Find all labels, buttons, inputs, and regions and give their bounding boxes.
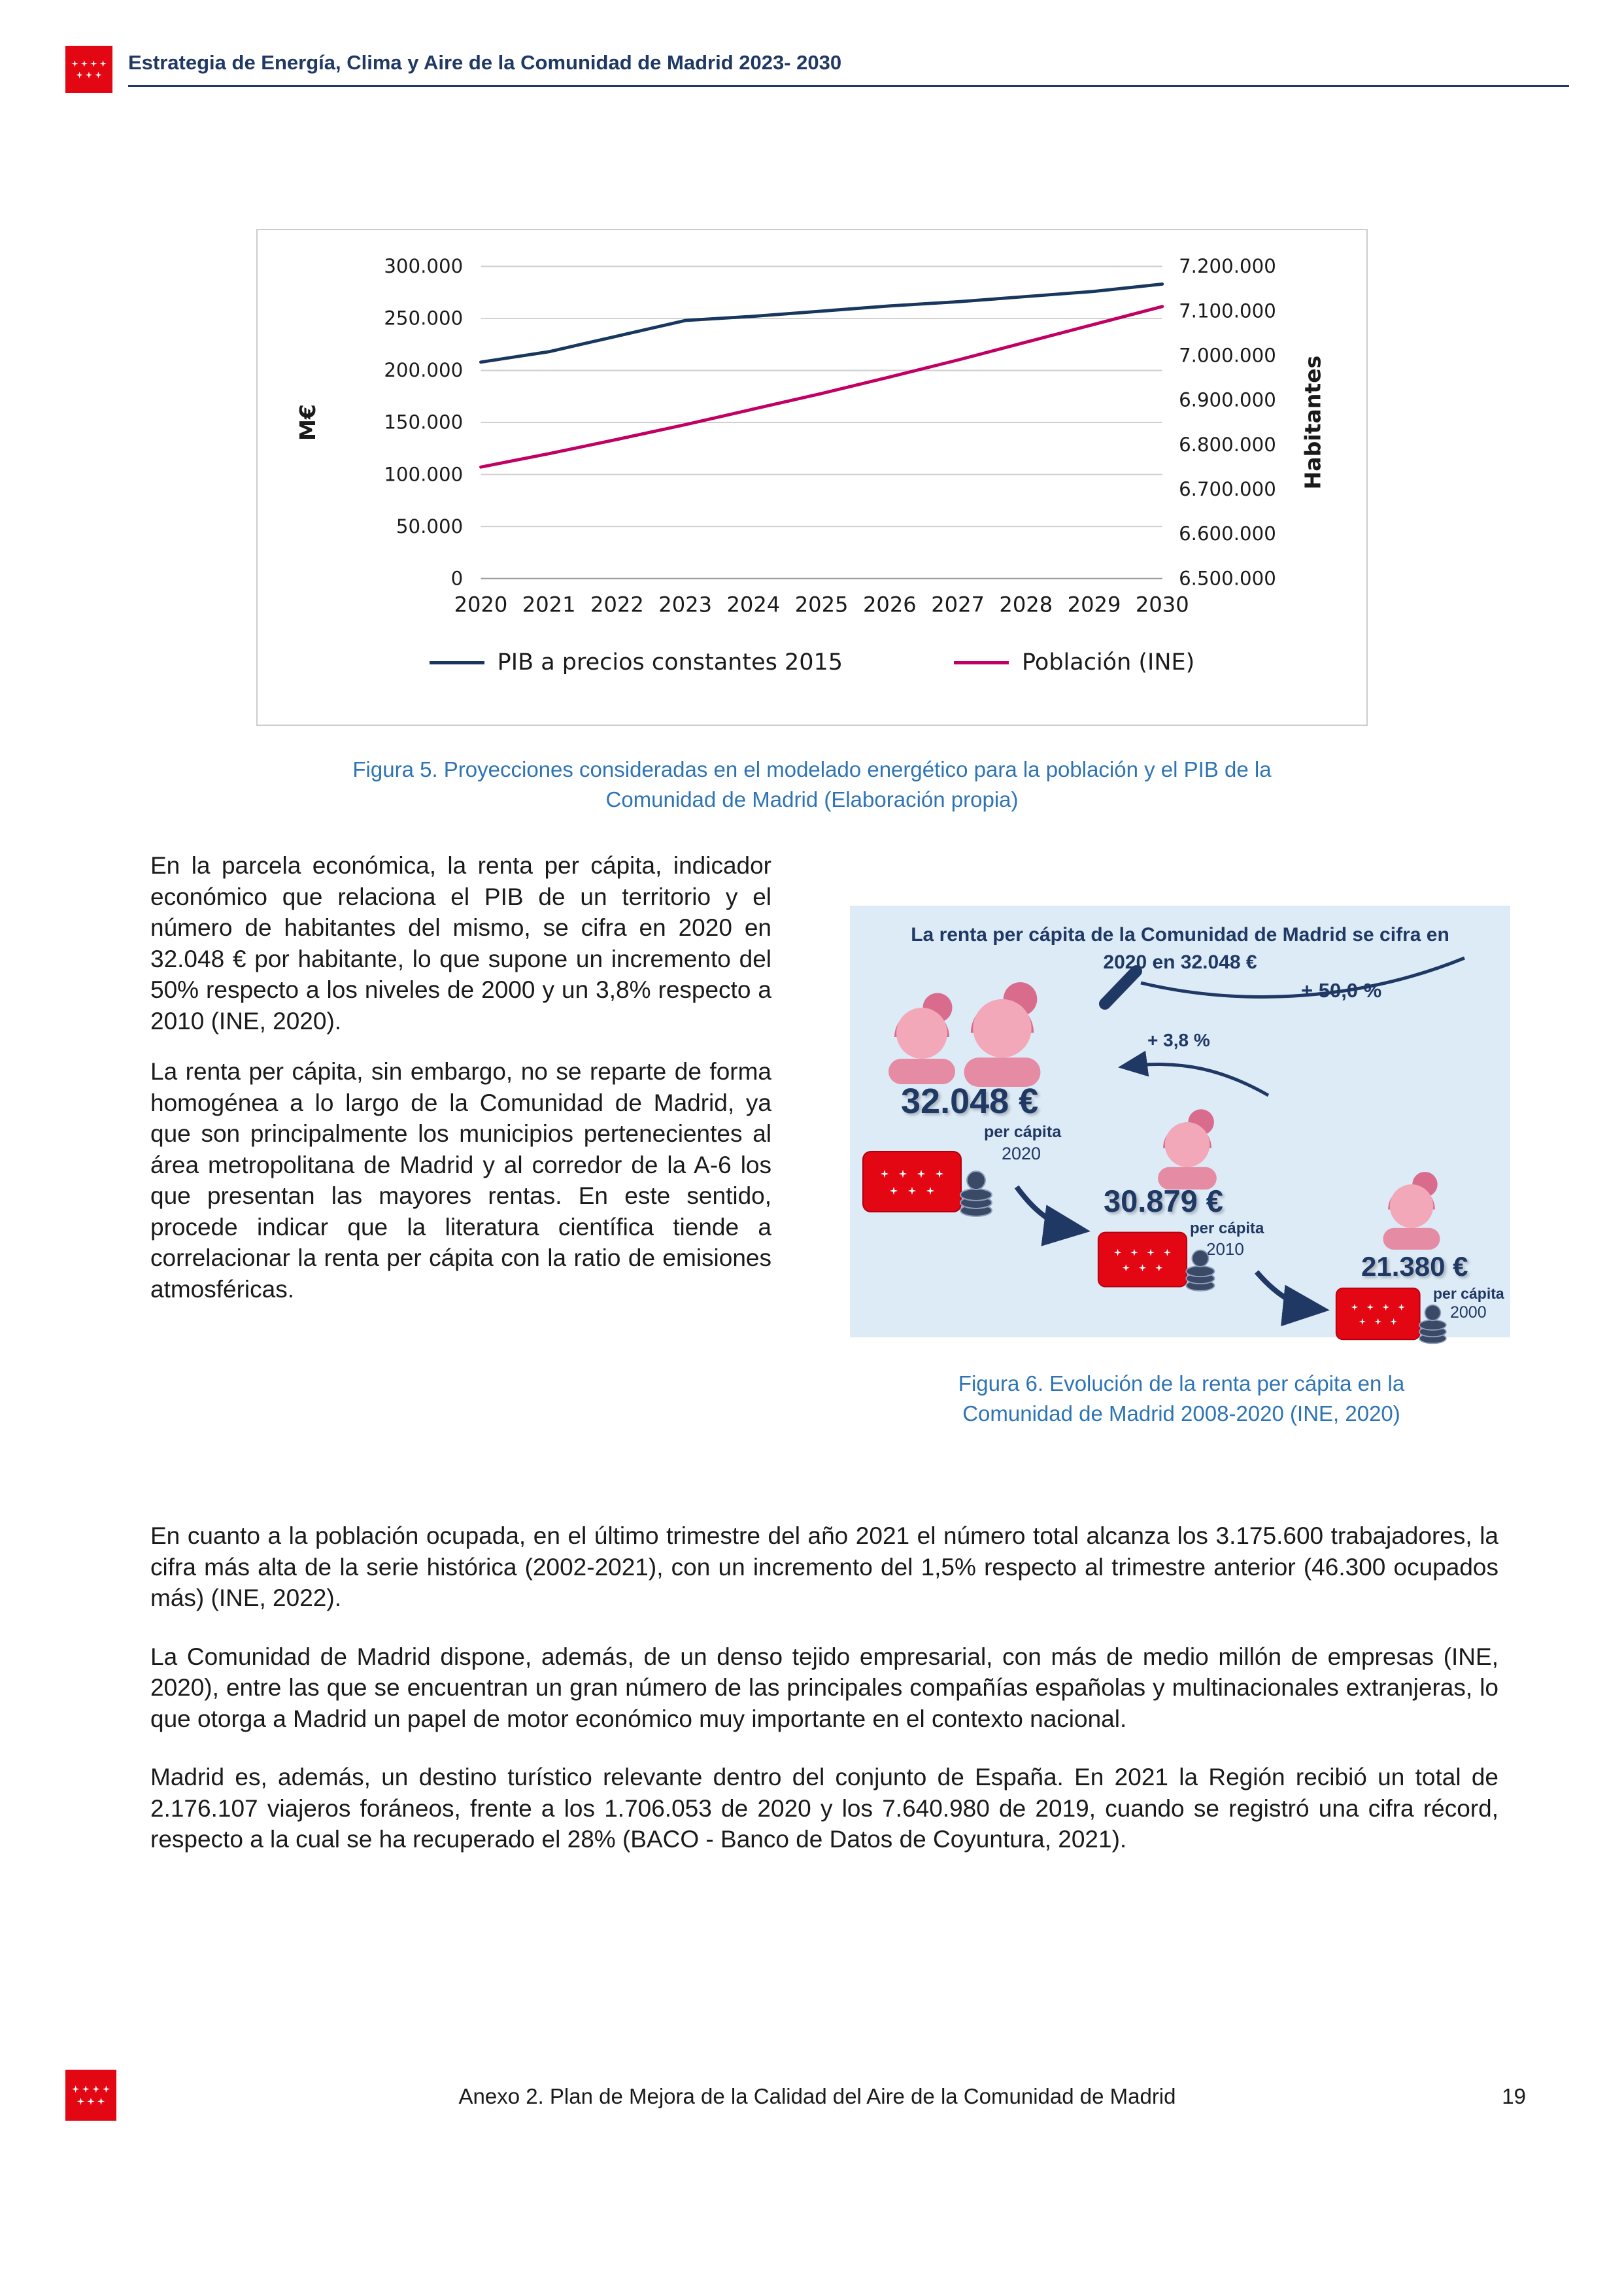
- legend-line-sample-icon: [430, 661, 484, 664]
- card-2020-icon: [862, 1146, 996, 1218]
- right-axis-tick: 7.000.000: [1179, 344, 1276, 367]
- x-axis-tick: 2023: [658, 592, 713, 617]
- infographic-title: [850, 921, 1510, 976]
- left-axis-title: M€: [295, 404, 321, 441]
- legend-label: PIB a precios constantes 2015: [497, 649, 843, 676]
- infographic-title-line1: La renta per cápita de la Comunidad de Madrid se cifra en: [911, 924, 1449, 946]
- document-title: Estrategia de Energía, Clima y Aire de la Comunidad de Madrid 2023- 2030: [128, 51, 842, 74]
- x-axis-tick: 2027: [931, 592, 985, 617]
- left-axis-tick: 0: [450, 567, 464, 590]
- figure6-caption-line1: Figura 6. Evolución de la renta per cápita en la: [958, 1371, 1405, 1395]
- left-axis-tick: 150.000: [384, 411, 464, 434]
- growth-3-8-arrow-icon: [1125, 1065, 1268, 1095]
- figure6-caption: [850, 1369, 1513, 1429]
- figure5-caption-line1: Figura 5. Proyecciones consideradas en el modelado energético para la población y el PIB de la: [352, 757, 1272, 781]
- legend-line-sample-icon: [954, 661, 1009, 664]
- figure5-block: [256, 229, 1368, 815]
- x-axis-tick: 2026: [862, 592, 917, 617]
- legend-label: Población (INE): [1022, 649, 1195, 676]
- legend-item: [430, 649, 843, 676]
- left-axis-tick: 200.000: [384, 359, 464, 382]
- figure5-chart: [256, 229, 1368, 726]
- growth-total-label: + 50,0 %: [1301, 979, 1382, 1002]
- chart-legend: [258, 649, 1366, 676]
- renta-2010-value: 30.879 €: [1104, 1184, 1223, 1218]
- footer-text: Anexo 2. Plan de Mejora de la Calidad del Aire de la Comunidad de Madrid: [458, 2084, 1176, 2108]
- right-axis-title: Habitantes: [1300, 355, 1326, 490]
- x-axis-tick: 2022: [590, 592, 644, 617]
- renta-2020-year: 2020: [1002, 1144, 1041, 1163]
- right-axis-tick: 6.500.000: [1179, 567, 1276, 590]
- legend-item: [954, 649, 1194, 676]
- renta-2000-value: 21.380 €: [1361, 1251, 1468, 1282]
- growth-decade-label: + 3,8 %: [1147, 1030, 1210, 1050]
- renta-2000-unit: per cápita: [1433, 1285, 1504, 1302]
- x-axis-tick: 2030: [1135, 592, 1189, 617]
- x-axis-tick: 2024: [726, 592, 781, 617]
- series-line: [481, 307, 1162, 467]
- header-divider: [128, 85, 1569, 87]
- page-header: [65, 46, 1569, 93]
- figure5-caption-line2: Comunidad de Madrid (Elaboración propia): [605, 787, 1019, 812]
- x-axis-tick: 2029: [1067, 592, 1121, 617]
- madrid-flag-logo-icon: [65, 46, 112, 93]
- x-axis-tick: 2028: [999, 592, 1053, 617]
- economy-section: [150, 850, 1513, 1429]
- series-line: [481, 284, 1162, 362]
- renta-infographic: [850, 906, 1510, 1337]
- right-axis-tick: 6.700.000: [1179, 478, 1276, 501]
- step-arrow-2010-2000-icon: [1257, 1272, 1319, 1309]
- person-2020-icon: [873, 974, 1062, 1089]
- card-2010-icon: [1097, 1227, 1218, 1293]
- person-2010-icon: [1144, 1103, 1230, 1190]
- left-axis-tick: 250.000: [384, 307, 464, 330]
- left-axis-tick: 100.000: [384, 463, 464, 486]
- right-axis-tick: 7.100.000: [1179, 300, 1276, 322]
- left-axis-tick: 300.000: [384, 255, 464, 278]
- step-arrow-2020-2010-icon: [1017, 1187, 1080, 1230]
- paragraph-turismo: Madrid es, además, un destino turístico relevante dentro del conjunto de España. En 2021 la Región recibió un total de 2.176.107 viajeros foráneos, frente a los 1.706.053 de 2020 y los 7.640.980 de 2019, cuando se registró una cifra récord, respecto a la cual se ha recuperado el 28% (BACO - Banco de Datos de Coyuntura, 2021).: [150, 1764, 1498, 1853]
- x-axis-tick: 2021: [522, 592, 576, 617]
- paragraph-tejido-empresarial: La Comunidad de Madrid dispone, además, de un denso tejido empresarial, con más de medio millón de empresas (INE, 2020), entre las que se encuentran un gran número de las principales compañías españolas y multinacionales extranjeras, lo que otorga a Madrid un papel de motor económico muy importante en el contexto nacional.: [150, 1643, 1498, 1732]
- renta-2020-value: 32.048 €: [901, 1082, 1039, 1121]
- renta-2000-year: 2000: [1450, 1303, 1487, 1322]
- header-text: [128, 46, 1569, 87]
- infographic-title-line2: 2020 en 32.048 €: [1103, 951, 1257, 973]
- card-2000-icon: [1335, 1284, 1449, 1345]
- economy-text-column: [150, 850, 771, 1429]
- person-2000-icon: [1370, 1166, 1453, 1250]
- right-axis-tick: 7.200.000: [1179, 255, 1276, 278]
- right-axis-tick: 6.900.000: [1179, 388, 1276, 411]
- infographic-column: [850, 850, 1513, 1429]
- renta-2010-unit: per cápita: [1190, 1220, 1264, 1237]
- figure5-caption: [256, 755, 1368, 815]
- x-axis-tick: 2020: [454, 592, 508, 617]
- lower-paragraphs: [150, 1520, 1498, 1883]
- pib-poblacion-chart: [271, 247, 1353, 623]
- right-axis-tick: 6.600.000: [1179, 522, 1276, 545]
- page-number: 19: [1502, 2084, 1526, 2108]
- renta-2020-unit: per cápita: [984, 1123, 1062, 1141]
- page-footer: [65, 2070, 1569, 2129]
- paragraph-renta-2: La renta per cápita, sin embargo, no se reparte de forma homogénea a lo largo de la Comunidad de Madrid, ya que son principalmente los municipios pertenecientes al área metropolitana de Madrid y al corredor de la A-6 los que presentan las mayores rentas. En este sentido, procede indicar que la literatura científica tiende a correlacionar la renta per cápita con la ratio de emisiones atmosféricas.: [150, 1058, 771, 1303]
- paragraph-renta-1: En la parcela económica, la renta per cápita, indicador económico que relaciona el PIB de un territorio y el número de habitantes del mismo, se cifra en 2020 en 32.048 € por habitante, lo que supone un incremento del 50% respecto a los niveles de 2000 y un 3,8% respecto a 2010 (INE, 2020).: [150, 852, 771, 1035]
- renta-2010-year: 2010: [1206, 1239, 1244, 1259]
- left-axis-tick: 50.000: [396, 515, 464, 538]
- right-axis-tick: 6.800.000: [1179, 433, 1276, 456]
- x-axis-tick: 2025: [794, 592, 849, 617]
- paragraph-poblacion-ocupada: En cuanto a la población ocupada, en el último trimestre del año 2021 el número total alcanza los 3.175.600 trabajadores, la cifra más alta de la serie histórica (2002-2021), con un incremento del 1,5% respecto al trimestre anterior (46.300 ocupados más) (INE, 2022).: [150, 1522, 1498, 1611]
- figure6-caption-line2: Comunidad de Madrid 2008-2020 (INE, 2020): [962, 1401, 1400, 1426]
